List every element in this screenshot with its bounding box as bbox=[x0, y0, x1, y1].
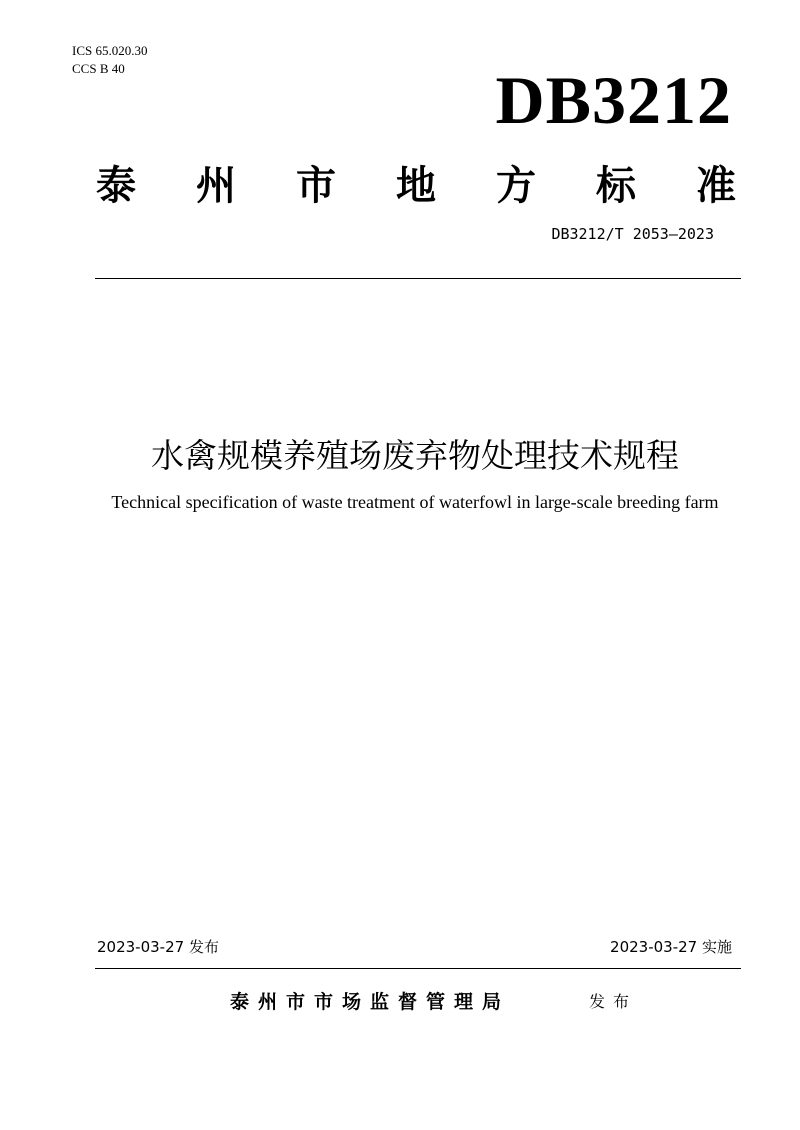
standard-type-char: 地 bbox=[396, 162, 436, 209]
publish-date: 2023-03-27 发布 bbox=[97, 938, 219, 956]
standard-number: DB3212/T 2053—2023 bbox=[551, 225, 714, 243]
standard-code-logo: DB3212 bbox=[495, 62, 732, 138]
publisher-name: 泰州市市场监督管理局 bbox=[230, 991, 511, 1013]
standard-type-char: 州 bbox=[196, 162, 236, 209]
standard-type-char: 方 bbox=[496, 162, 536, 209]
document-title-english: Technical specification of waste treatment of waterfowl in large-scale breeding farm bbox=[111, 492, 719, 512]
ccs-code: CCS B 40 bbox=[72, 61, 125, 76]
standard-type-char: 泰 bbox=[96, 162, 136, 209]
standard-type-char: 标 bbox=[596, 162, 636, 209]
document-title-chinese: 水禽规模养殖场废弃物处理技术规程 bbox=[151, 436, 679, 475]
classification-codes bbox=[72, 42, 147, 78]
standard-type-char: 准 bbox=[696, 162, 736, 209]
publish-label: 发布 bbox=[589, 992, 638, 1011]
bottom-divider bbox=[95, 968, 741, 969]
standard-type-title bbox=[96, 158, 736, 214]
implementation-date: 2023-03-27 实施 bbox=[610, 938, 732, 956]
ics-code: ICS 65.020.30 bbox=[72, 43, 148, 58]
standard-type-char: 市 bbox=[296, 162, 336, 209]
top-divider bbox=[95, 278, 741, 279]
